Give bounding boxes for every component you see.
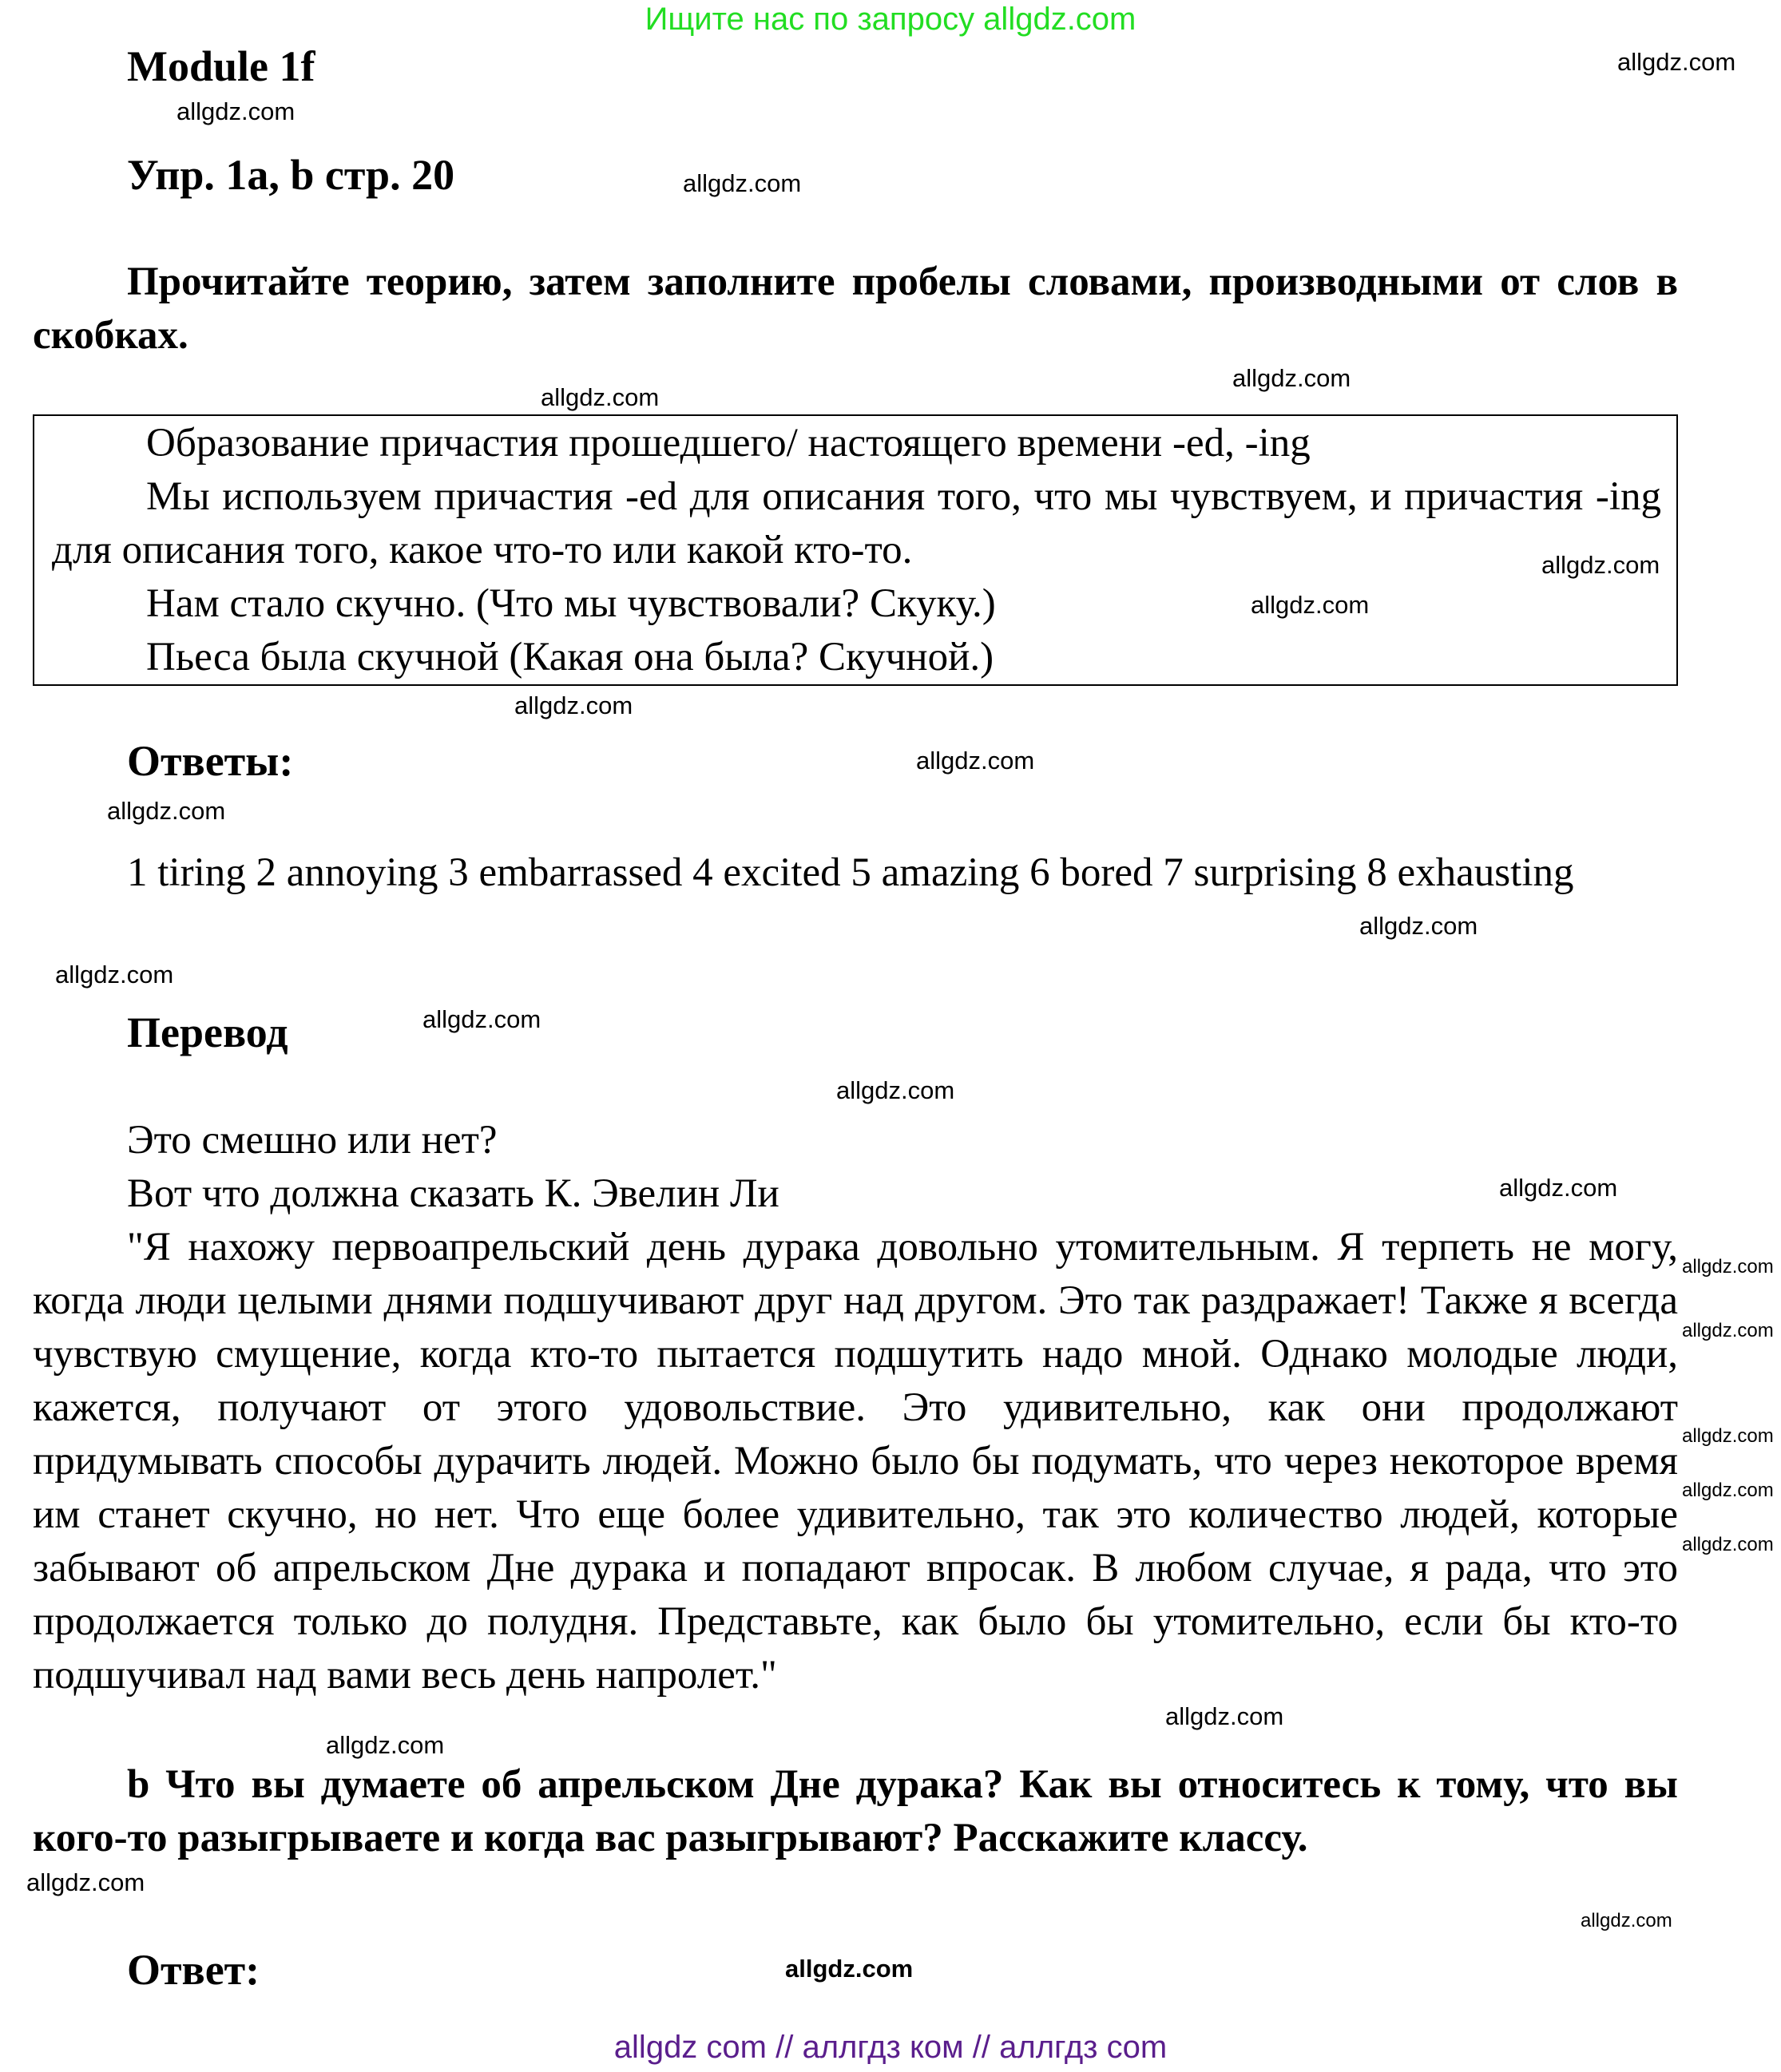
lower-content — [26, 1114, 1678, 1997]
theory-box — [33, 414, 1678, 686]
watermark: allgdz.com — [1232, 364, 1351, 392]
answers-text: 1 tiring 2 annoying 3 embarrassed 4 excited 5 amazing 6 bored 7 surprising 8 exhausting — [127, 850, 1574, 895]
watermark: allgdz.com — [1581, 1910, 1672, 1931]
theory-example-2: Пьеса была скучной (Какая она была? Скучной.) — [146, 635, 994, 679]
module-title: Module 1f — [127, 42, 315, 90]
watermark: allgdz.com — [55, 961, 174, 988]
theory-content — [52, 417, 1661, 684]
watermark: allgdz.com — [1682, 1534, 1774, 1555]
spacer — [26, 1865, 1678, 1943]
translation-block — [33, 1114, 1678, 1702]
watermark: allgdz.com — [1499, 1174, 1618, 1202]
theory-paragraph: Мы используем причастия -ed для описания того, что мы чувствуем, и причастия -ing для описания того, какое что-то или какой кто-то. — [52, 474, 1661, 572]
watermark: allgdz.com — [1359, 912, 1478, 940]
watermark: allgdz.com — [26, 1868, 145, 1896]
answer-heading-row — [33, 1943, 1678, 1997]
watermark: allgdz.com — [1541, 551, 1660, 579]
watermark: allgdz.com — [836, 1076, 955, 1104]
watermark: allgdz.com — [1165, 1702, 1284, 1730]
answers-heading: Ответы: — [127, 737, 294, 785]
translation-body: "Я нахожу первоапрельский день дурака довольно утомительным. Я терпеть не могу, когда люди целыми днями подшучивают друг над другом. Это так раздражает! Также я всегда чувствую смущение, когда кто-то пытается подшутить надо мной. Однако молодые люди, кажется, получают от этого удовольствие. Это удивительно, как они продолжают придумывать способы дурачить людей. Можно было бы подумать, что через некоторое время им станет скучно, но нет. Что еще более удивительно, так это количество людей, которые забывают об апрельском Дне дурака и попадают впросак. В любом случае, я рада, что это продолжается только до полудня. Представьте, как было бы утомительно, если бы кто-то подшучивал над вами весь день напролет." — [33, 1225, 1678, 1698]
spacer — [33, 1702, 1678, 1758]
watermark: allgdz.com — [1617, 48, 1736, 76]
watermark: allgdz.com — [107, 797, 226, 825]
question-b: b Что вы думаете об апрельском Дне дурака? Как вы относитесь к тому, что вы кого-то разыгрываете и когда вас разыгрывают? Расскажите классу. — [33, 1762, 1678, 1860]
translation-subtitle: Вот что должна сказать К. Эвелин Ли — [127, 1171, 779, 1216]
footer-links[interactable]: allgdz com // аллгдз ком // аллгдз com — [613, 2030, 1168, 2065]
watermark: allgdz.com — [785, 1955, 914, 1983]
translation-title: Это смешно или нет? — [127, 1118, 498, 1163]
theory-title: Образование причастия прошедшего/ настоящего времени -ed, -ing — [146, 421, 1311, 466]
theory-example-1: Нам стало скучно. (Что мы чувствовали? Скуку.) — [146, 581, 996, 626]
watermark: allgdz.com — [1682, 1256, 1774, 1278]
watermark: allgdz.com — [1682, 1320, 1774, 1341]
watermark: allgdz.com — [422, 1005, 541, 1033]
exercise-heading: Упр. 1a, b стр. 20 — [127, 151, 455, 199]
watermark: allgdz.com — [326, 1731, 445, 1759]
watermark: allgdz.com — [514, 691, 633, 719]
watermark: allgdz.com — [1682, 1425, 1774, 1447]
watermark: allgdz.com — [541, 383, 660, 411]
top-banner: Ищите нас по запросу allgdz.com — [645, 2, 1136, 37]
watermark: allgdz.com — [1251, 591, 1370, 619]
watermark: allgdz.com — [177, 97, 296, 125]
watermark: allgdz.com — [1682, 1480, 1774, 1501]
instruction: Прочитайте теорию, затем заполните пробелы словами, производными от слов в скобках. — [33, 259, 1678, 358]
watermark: allgdz.com — [916, 747, 1035, 775]
translation-heading: Перевод — [127, 1008, 288, 1056]
answer-heading: Ответ: — [127, 1946, 260, 1994]
watermark: allgdz.com — [683, 169, 802, 197]
